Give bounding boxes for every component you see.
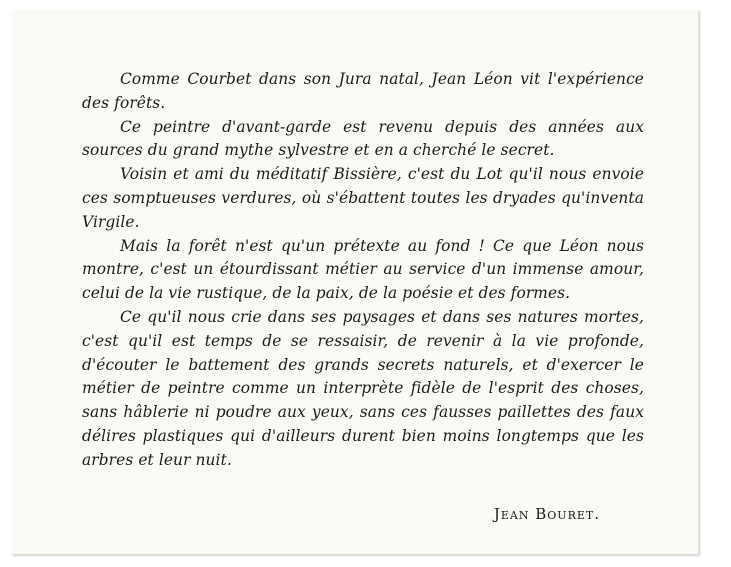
paragraph-3: Voisin et ami du méditatif Bissière, c'est du Lot qu'il nous envoie ces somptueuses verdures, où s'ébattent toutes les dryades qu'inventa Virgile. <box>82 165 644 231</box>
printed-card <box>12 10 699 555</box>
paragraph-2: Ce peintre d'avant-garde est revenu depuis des années aux sources du grand mythe sylvestre et en a cherché le secret. <box>82 117 644 160</box>
paragraph-1: Comme Courbet dans son Jura natal, Jean Léon vit l'expérience des forêts. <box>82 70 644 112</box>
card-text <box>82 68 644 473</box>
paragraph-5: Ce qu'il nous crie dans ses paysages et dans ses natures mortes, c'est qu'il est temps de se ressaisir, de revenir à la vie profonde, d'écouter le battement des grands secrets naturels, et d'exercer le métier de peintre comme un interprète fidèle de l'esprit des choses, sans hâblerie ni poudre aux yeux, sans ces fausses paillettes des faux délires plastiques qui d'ailleurs durent bien moins longtemps que les arbres et leur nuit. <box>82 307 644 469</box>
author-signature: Jean Bouret. <box>493 505 600 523</box>
paragraph-4: Mais la forêt n'est qu'un prétexte au fond ! Ce que Léon nous montre, c'est un étourdissant métier au service d'un immense amour, celui de la vie rustique, de la paix, de la poésie et des formes. <box>82 236 644 303</box>
